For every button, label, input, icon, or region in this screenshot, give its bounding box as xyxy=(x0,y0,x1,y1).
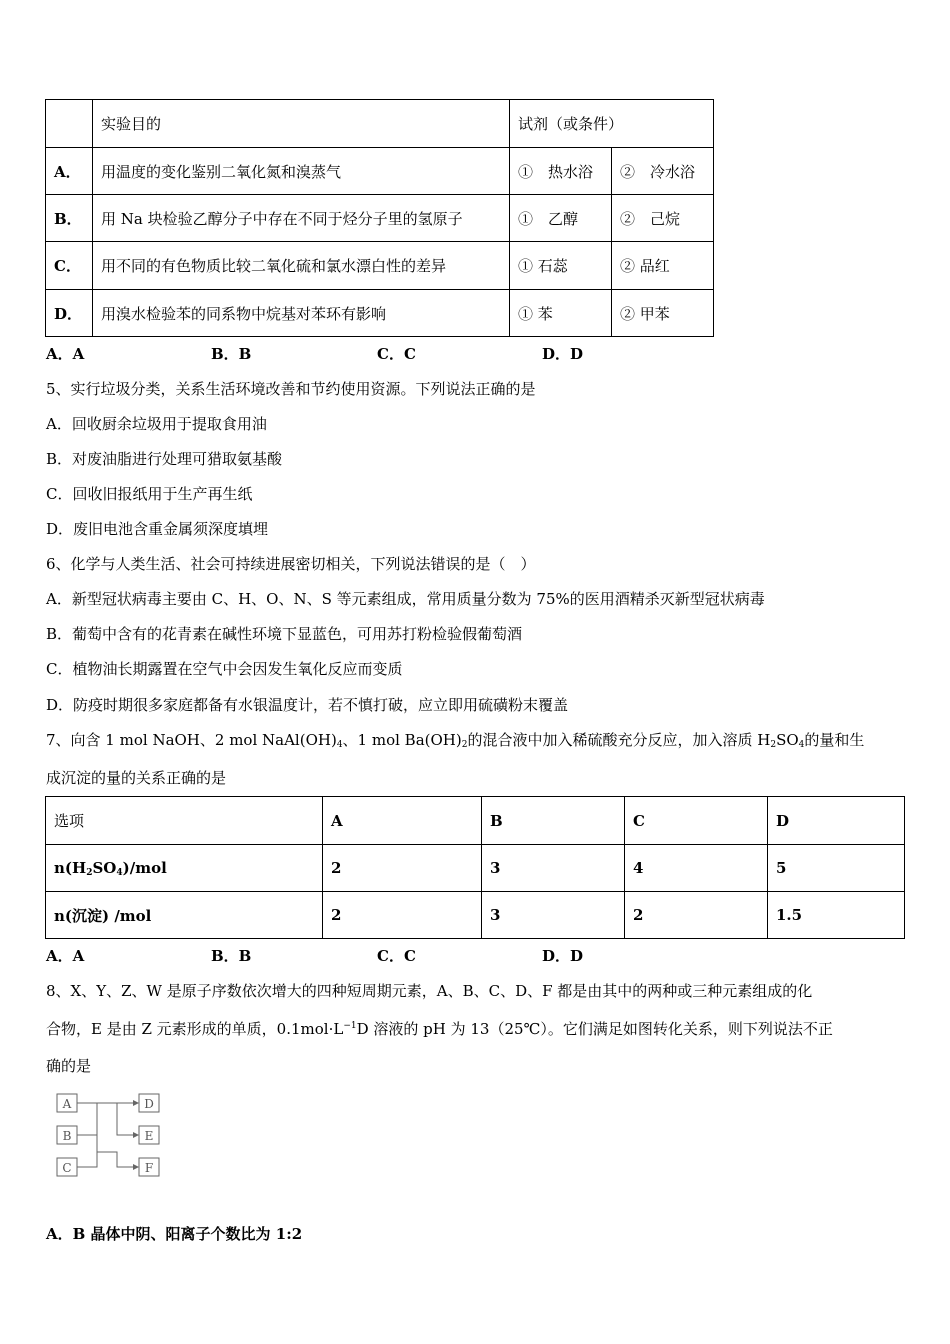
q7-stem-part: 的混合液中加入稀硫酸充分反应，加入溶质 H xyxy=(467,731,771,749)
diagram-box-b: B xyxy=(62,1129,72,1143)
table-row xyxy=(46,242,714,290)
table-header-cell: 实验目的 xyxy=(93,100,510,148)
q8-stem-line2 xyxy=(46,1018,833,1039)
table-cell: 2 xyxy=(323,892,482,939)
row-label: n(沉淀) /mol xyxy=(46,892,323,939)
option-c[interactable]: C．C xyxy=(377,345,416,363)
row-label: C． xyxy=(46,242,93,290)
row-reagent-1: ① 乙醇 xyxy=(510,195,612,242)
q5-option-c[interactable]: C．回收旧报纸用于生产再生纸 xyxy=(46,485,253,503)
q7-stem-part: 7、向含 1 mol NaOH、2 mol NaAl(OH) xyxy=(46,731,337,749)
row-reagent-2: ② 品红 xyxy=(612,242,714,290)
q7-sub: 2 xyxy=(770,740,777,750)
table-header-cell: 选项 xyxy=(46,797,323,845)
option-a[interactable]: A．A xyxy=(46,345,85,363)
diagram-box-d: D xyxy=(144,1097,154,1111)
row-reagent-2: ② 冷水浴 xyxy=(612,148,714,195)
q7-stem-part: 的量和生 xyxy=(804,731,865,749)
table-cell: 3 xyxy=(482,845,625,892)
q7-sub: 4 xyxy=(336,740,343,750)
q7-sub: 2 xyxy=(461,740,468,750)
table-header-cell: C xyxy=(625,797,768,845)
q6-option-a[interactable]: A．新型冠状病毒主要由 C、H、O、N、S 等元素组成，常用质量分数为 75%的医用酒精杀灭新型冠状病毒 xyxy=(46,590,765,608)
q7-stem-line2: 成沉淀的量的关系正确的是 xyxy=(46,769,227,787)
q6-stem: 6、化学与人类生活、社会可持续进展密切相关，下列说法错误的是（ ） xyxy=(46,555,536,573)
row-reagent-1: ① 苯 xyxy=(510,290,612,337)
row-reagent-1: ① 石蕊 xyxy=(510,242,612,290)
conversion-diagram xyxy=(55,1092,165,1182)
table-header-cell: D xyxy=(768,797,905,845)
row-purpose: 用溴水检验苯的同系物中烷基对苯环有影响 xyxy=(93,290,510,337)
table-row xyxy=(46,892,905,939)
label-part: SO xyxy=(92,858,117,877)
label-part: n(H xyxy=(54,858,87,877)
table-cell: 5 xyxy=(768,845,905,892)
row-reagent-1: ① 热水浴 xyxy=(510,148,612,195)
row-purpose: 用不同的有色物质比较二氧化硫和氯水漂白性的差异 xyxy=(93,242,510,290)
option-d[interactable]: D．D xyxy=(542,345,584,363)
q6-option-c[interactable]: C．植物油长期露置在空气中会因发生氧化反应而变质 xyxy=(46,660,403,678)
q8-sup: −1 xyxy=(343,1021,357,1031)
option-d[interactable]: D．D xyxy=(542,947,584,965)
q8-option-a[interactable]: A．B 晶体中阴、阳离子个数比为 1:2 xyxy=(46,1225,303,1243)
row-purpose: 用 Na 块检验乙醇分子中存在不同于烃分子里的氢原子 xyxy=(93,195,510,242)
q7-table xyxy=(45,796,905,939)
q7-stem-part: SO xyxy=(776,731,799,749)
q5-stem: 5、实行垃圾分类，关系生活环境改善和节约使用资源。下列说法正确的是 xyxy=(46,380,536,398)
diagram-box-a: A xyxy=(62,1097,72,1111)
q6-option-b[interactable]: B．葡萄中含有的花青素在碱性环境下显蓝色，可用苏打粉检验假葡萄酒 xyxy=(46,625,523,643)
table-cell: 4 xyxy=(625,845,768,892)
table-row xyxy=(46,290,714,337)
table-row xyxy=(46,845,905,892)
q8-stem-line3: 确的是 xyxy=(46,1057,92,1075)
q8-stem-line1: 8、X、Y、Z、W 是原子序数依次增大的四种短周期元素，A、B、C、D、F 都是由其中的两种或三种元素组成的化 xyxy=(46,982,813,1000)
option-b[interactable]: B．B xyxy=(211,345,252,363)
label-sub: 2 xyxy=(86,867,93,878)
row-reagent-2: ② 己烷 xyxy=(612,195,714,242)
label-sub: 4 xyxy=(116,867,123,878)
option-b[interactable]: B．B xyxy=(211,947,252,965)
table-cell: 2 xyxy=(323,845,482,892)
row-label xyxy=(46,845,323,892)
table-header-cell: 试剂（或条件） xyxy=(510,100,714,148)
table-header-cell xyxy=(46,100,93,148)
q5-option-a[interactable]: A．回收厨余垃圾用于提取食用油 xyxy=(46,415,267,433)
experiment-table xyxy=(45,99,714,337)
row-purpose: 用温度的变化鉴别二氧化氮和溴蒸气 xyxy=(93,148,510,195)
q8-stem-part: 合物，E 是由 Z 元素形成的单质，0.1mol·L xyxy=(46,1020,344,1038)
row-label: D． xyxy=(46,290,93,337)
q7-stem-part: 、1 mol Ba(OH) xyxy=(342,731,462,749)
diagram-box-e: E xyxy=(144,1129,154,1143)
table-row xyxy=(46,148,714,195)
diagram-box-f: F xyxy=(144,1161,154,1175)
table-header-cell: A xyxy=(323,797,482,845)
q5-option-b[interactable]: B．对废油脂进行处理可猎取氨基酸 xyxy=(46,450,283,468)
row-reagent-2: ② 甲苯 xyxy=(612,290,714,337)
row-label: A． xyxy=(46,148,93,195)
table-row xyxy=(46,195,714,242)
q7-sub: 4 xyxy=(798,740,805,750)
diagram-box-c: C xyxy=(62,1161,72,1175)
q7-stem xyxy=(46,729,864,750)
table-cell: 3 xyxy=(482,892,625,939)
q5-option-d[interactable]: D．废旧电池含重金属须深度填埋 xyxy=(46,520,269,538)
table-cell: 1.5 xyxy=(768,892,905,939)
option-c[interactable]: C．C xyxy=(377,947,416,965)
q8-stem-part: D 溶液的 pH 为 13（25℃）。它们满足如图转化关系，则下列说法不正 xyxy=(356,1020,833,1038)
option-a[interactable]: A．A xyxy=(46,947,85,965)
label-part: )/mol xyxy=(122,858,167,877)
row-label: B． xyxy=(46,195,93,242)
q6-option-d[interactable]: D．防疫时期很多家庭都备有水银温度计，若不慎打破，应立即用硫磺粉末覆盖 xyxy=(46,696,569,714)
table-header-cell: B xyxy=(482,797,625,845)
table-cell: 2 xyxy=(625,892,768,939)
table-row xyxy=(46,797,905,845)
